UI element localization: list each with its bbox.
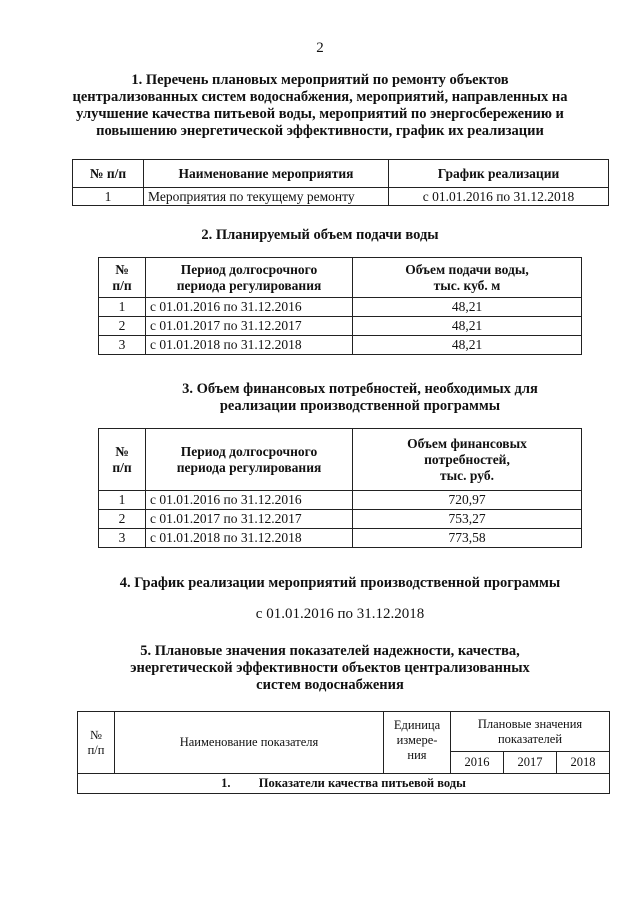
header-period — [146, 429, 353, 491]
section1-title-line: улучшение качества питьевой воды, мероприятий по энергосбережению и — [76, 106, 564, 122]
header-value-line: потребностей, — [424, 451, 510, 467]
row-period: с 01.01.2018 по 31.12.2018 — [146, 336, 353, 355]
header-schedule: График реализации — [389, 160, 609, 188]
section1-title-line: повышению энергетической эффективности, график их реализации — [96, 123, 544, 139]
table-row — [99, 317, 582, 336]
header-unit-line: Единица — [393, 718, 441, 732]
header-num-line: № — [90, 727, 102, 742]
header-period-line: периода регулирования — [176, 277, 322, 293]
table-header-row — [73, 160, 609, 188]
header-num-line: № — [115, 261, 129, 277]
header-value-line: Объем подачи воды, — [405, 261, 529, 277]
section1-title-line: централизованных систем водоснабжения, мероприятий, направленных на — [72, 89, 568, 105]
header-year-2017: 2017 — [503, 752, 556, 774]
header-unit-line: измере- — [396, 733, 438, 747]
row-period: с 01.01.2017 по 31.12.2017 — [146, 317, 353, 336]
section3-title — [100, 381, 620, 415]
subsection-number: 1. — [221, 776, 231, 790]
section1-table — [72, 159, 609, 206]
header-indicator-name: Наименование показателя — [115, 712, 384, 774]
table-row — [99, 491, 582, 510]
row-num: 2 — [99, 510, 146, 529]
row-period: с 01.01.2016 по 31.12.2016 — [146, 491, 353, 510]
header-plan-values — [451, 712, 610, 752]
header-num — [99, 429, 146, 491]
row-num: 1 — [73, 188, 144, 206]
header-year-2018: 2018 — [556, 752, 609, 774]
header-value-line: Объем финансовых — [407, 435, 527, 451]
table-header-row — [99, 258, 582, 298]
section2-title: 2. Планируемый объем подачи воды — [201, 227, 439, 243]
table-row — [73, 188, 609, 206]
header-period-line: Период долгосрочного — [180, 261, 318, 277]
section1-title — [60, 72, 580, 140]
header-unit — [384, 712, 451, 774]
section5-title-line: энергетической эффективности объектов централизованных — [130, 660, 530, 676]
section4-period: с 01.01.2016 по 31.12.2018 — [255, 606, 425, 622]
subsection-label: Показатели качества питьевой воды — [258, 776, 466, 790]
header-year-2016: 2016 — [451, 752, 504, 774]
header-num-line: п/п — [112, 459, 132, 475]
section5-table — [77, 711, 610, 794]
header-num-line: № — [115, 443, 129, 459]
header-plan-line: показателей — [497, 731, 563, 746]
table-row — [99, 336, 582, 355]
row-num: 3 — [99, 336, 146, 355]
row-period: с 01.01.2016 по 31.12.2016 — [146, 298, 353, 317]
table-header-row — [99, 429, 582, 491]
header-num: № п/п — [73, 160, 144, 188]
table-row — [99, 510, 582, 529]
header-value-line: тыс. руб. — [440, 467, 494, 483]
header-value-line: тыс. куб. м — [433, 277, 501, 293]
row-num: 1 — [99, 298, 146, 317]
section3-title-line: реализации производственной программы — [219, 398, 501, 414]
row-name: Мероприятия по текущему ремонту — [144, 188, 389, 206]
section3-table — [98, 428, 582, 548]
section3-title-line: 3. Объем финансовых потребностей, необходимых для — [182, 381, 538, 397]
header-period-line: Период долгосрочного — [180, 443, 318, 459]
section5-title-line: систем водоснабжения — [256, 677, 404, 693]
section4-title: 4. График реализации мероприятий производственной программы — [119, 575, 561, 591]
row-num: 2 — [99, 317, 146, 336]
table-subsection-row — [78, 774, 610, 794]
table-row — [99, 298, 582, 317]
row-value: 720,97 — [353, 491, 582, 510]
header-value — [353, 429, 582, 491]
page-number: 2 — [316, 40, 324, 56]
row-value: 773,58 — [353, 529, 582, 548]
table-header-row — [78, 712, 610, 752]
section1-title-line: 1. Перечень плановых мероприятий по ремонту объектов — [131, 72, 509, 88]
subsection-title — [78, 774, 610, 794]
row-num: 1 — [99, 491, 146, 510]
header-num-line: п/п — [112, 277, 132, 293]
table-row — [99, 529, 582, 548]
row-period: с 01.01.2017 по 31.12.2017 — [146, 510, 353, 529]
row-schedule: с 01.01.2016 по 31.12.2018 — [389, 188, 609, 206]
section5-title-line: 5. Плановые значения показателей надежности, качества, — [140, 643, 520, 659]
row-value: 48,21 — [353, 298, 582, 317]
header-num-line: п/п — [87, 742, 105, 757]
row-value: 48,21 — [353, 317, 582, 336]
header-num — [78, 712, 115, 774]
header-name: Наименование мероприятия — [144, 160, 389, 188]
header-period-line: периода регулирования — [176, 459, 322, 475]
header-value — [353, 258, 582, 298]
section5-title — [60, 643, 600, 694]
header-unit-line: ния — [407, 748, 427, 762]
header-num — [99, 258, 146, 298]
header-plan-line: Плановые значения — [477, 716, 583, 731]
row-value: 753,27 — [353, 510, 582, 529]
row-num: 3 — [99, 529, 146, 548]
row-value: 48,21 — [353, 336, 582, 355]
row-period: с 01.01.2018 по 31.12.2018 — [146, 529, 353, 548]
section2-table — [98, 257, 582, 355]
header-period — [146, 258, 353, 298]
